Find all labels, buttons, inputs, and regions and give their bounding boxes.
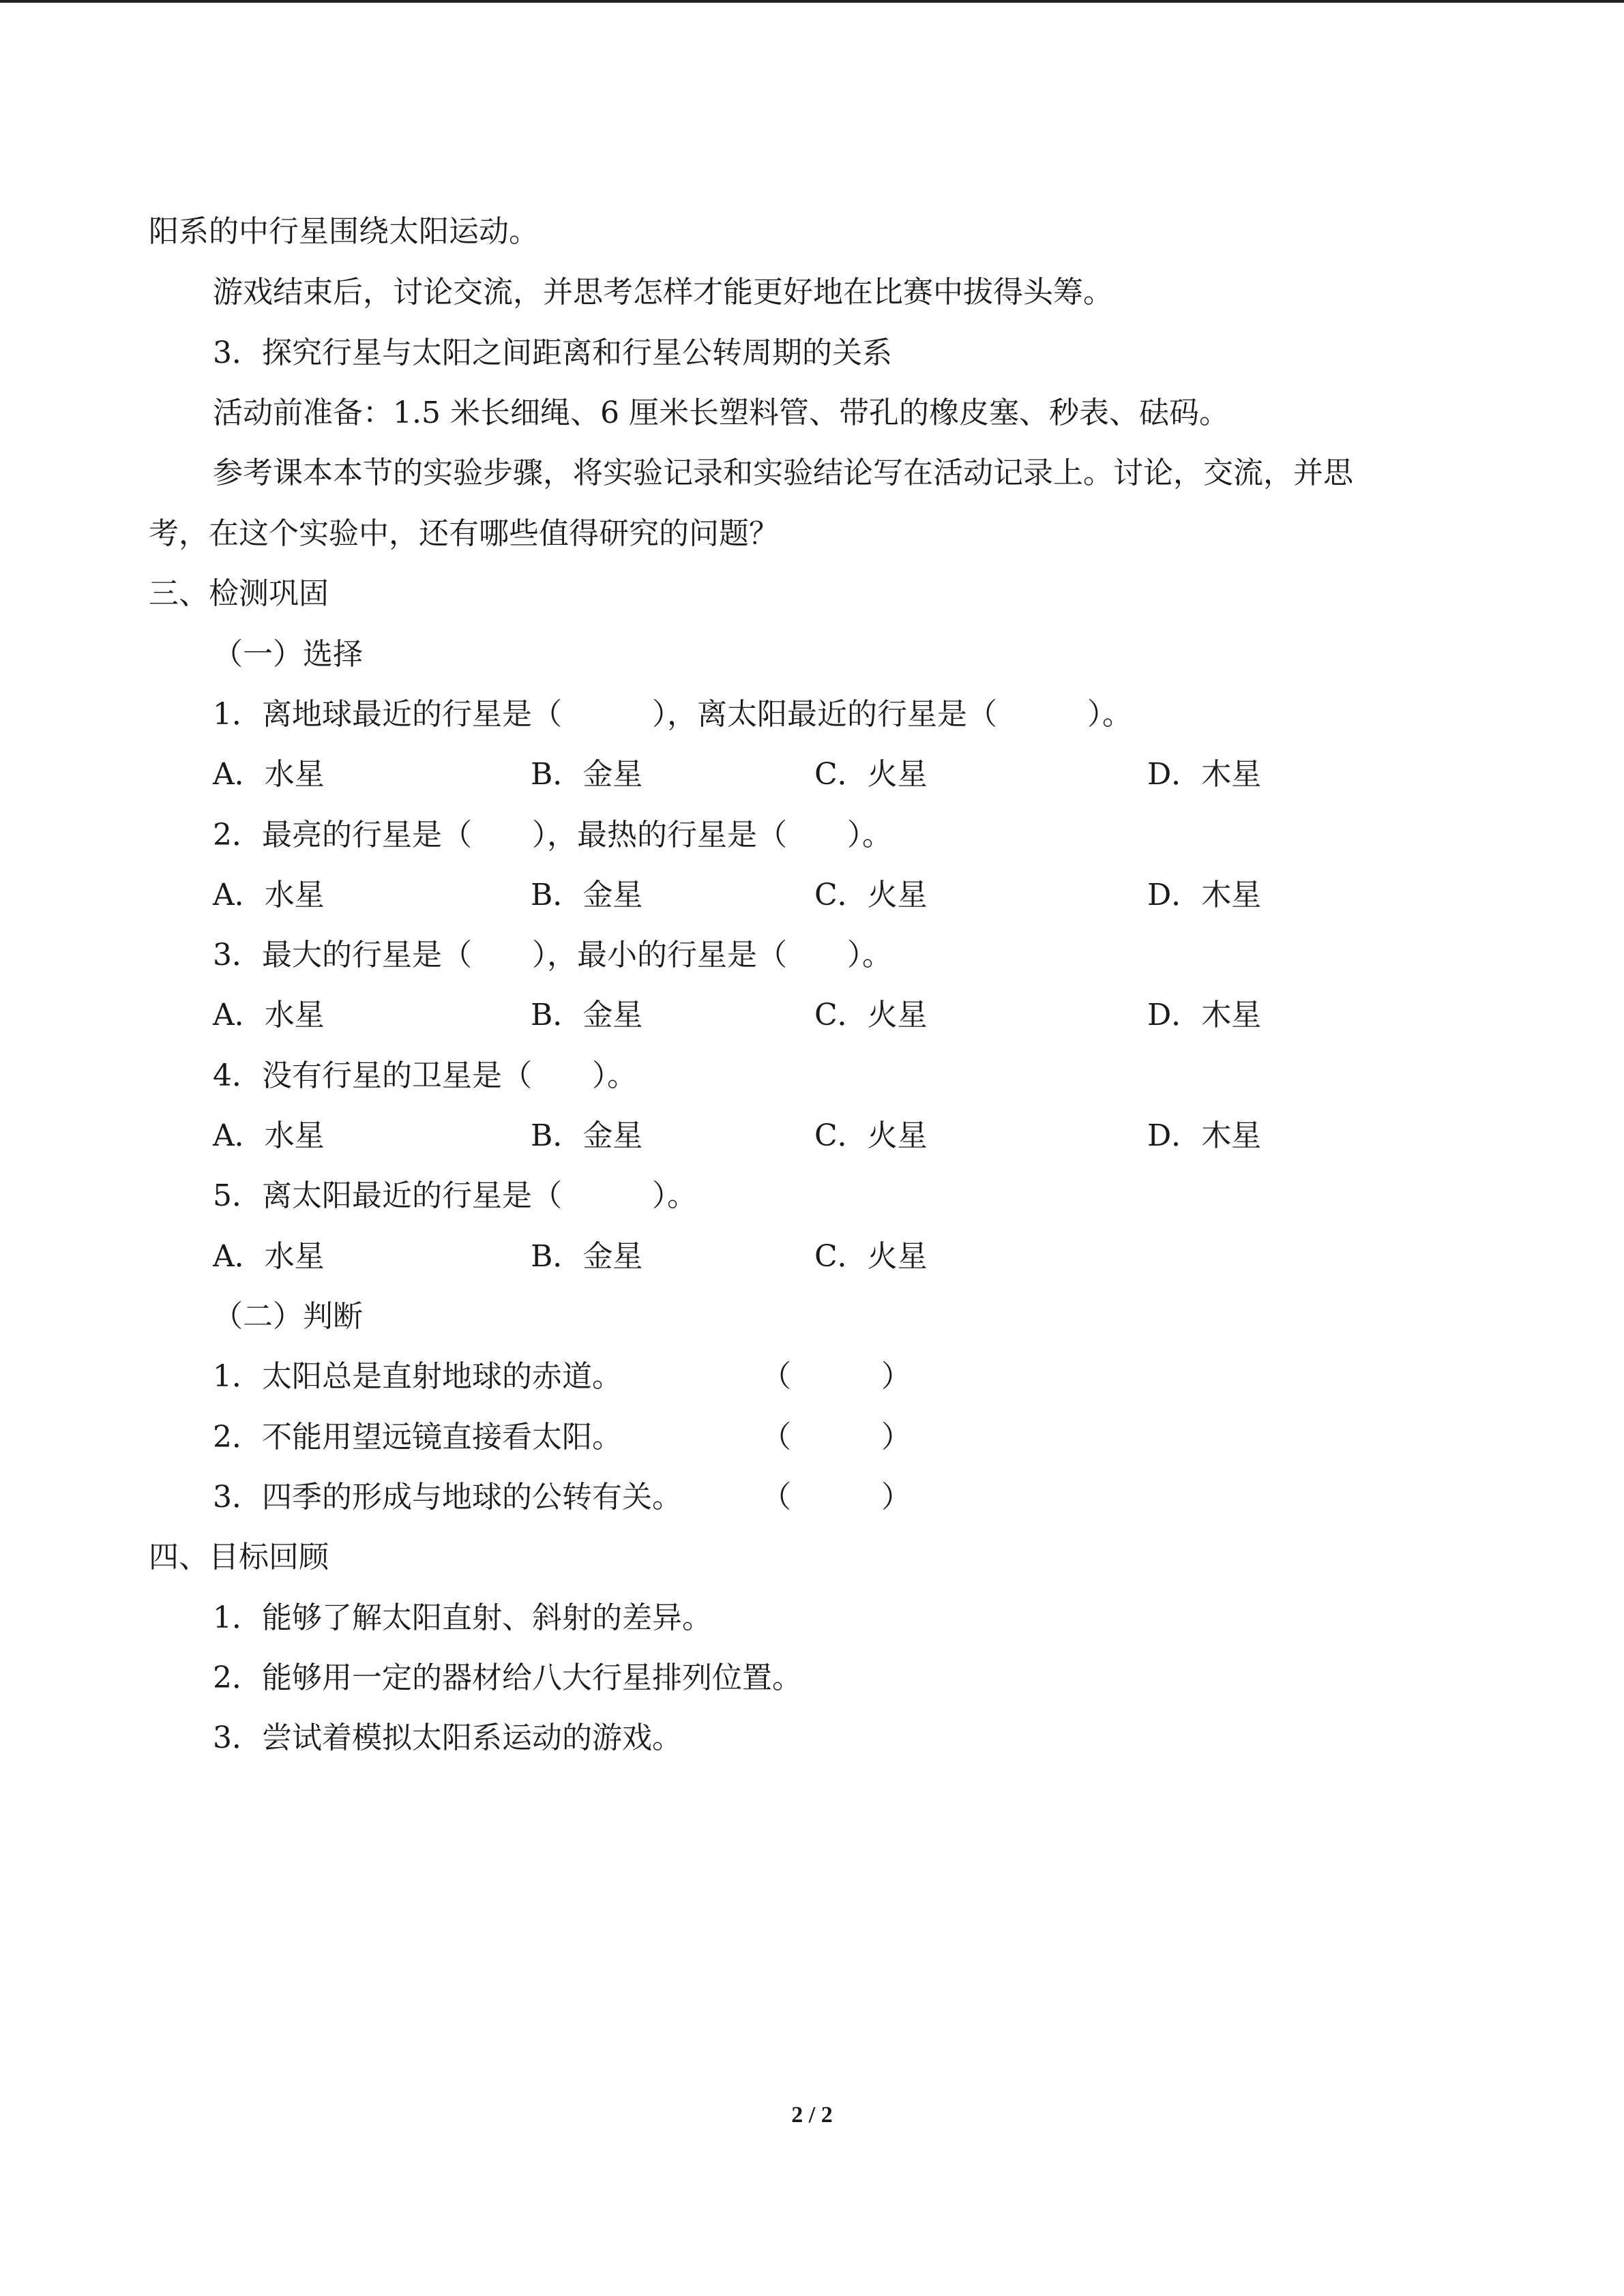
intro-line-5: 参考课本本节的实验步骤，将实验记录和实验结论写在活动记录上。讨论，交流，并思 — [213, 456, 1353, 490]
q2-option-b: B．金星 — [531, 878, 643, 912]
q3-option-b: B．金星 — [531, 998, 643, 1032]
q4-option-a: A．水星 — [213, 1118, 325, 1153]
goal-item-1: 1．能够了解太阳直射、斜射的差异。 — [213, 1600, 712, 1635]
intro-line-4: 活动前准备：1.5 米长细绳、6 厘米长塑料管、带孔的橡皮塞、秒表、砝码。 — [213, 396, 1229, 430]
q2-option-c: C．火星 — [814, 878, 928, 912]
intro-line-1: 阳系的中行星围绕太阳运动。 — [149, 214, 539, 249]
q4-option-d: D．木星 — [1147, 1118, 1262, 1153]
page-number: 2 / 2 — [791, 2102, 833, 2128]
q3-option-c: C．火星 — [814, 998, 928, 1032]
q1-option-b: B．金星 — [531, 757, 643, 792]
q2-option-d: D．木星 — [1147, 878, 1262, 912]
question-5: 5．离太阳最近的行星是（ ）。 — [213, 1178, 697, 1213]
q1-option-c: C．火星 — [814, 757, 928, 792]
q5-option-a: A．水星 — [213, 1239, 325, 1274]
judgement-3-answer-blank: （ ） — [761, 1480, 911, 1515]
q1-option-d: D．木星 — [1147, 757, 1262, 792]
question-1: 1．离地球最近的行星是（ ），离太阳最近的行星是（ ）。 — [213, 697, 1132, 732]
judgement-2: 2．不能用望远镜直接看太阳。 — [213, 1420, 622, 1455]
q5-option-c: C．火星 — [814, 1239, 928, 1274]
q1-option-a: A．水星 — [213, 757, 325, 792]
judgement-1: 1．太阳总是直射地球的赤道。 — [213, 1359, 622, 1394]
top-border — [0, 0, 1624, 3]
judgement-2-answer-blank: （ ） — [761, 1420, 911, 1455]
q4-option-b: B．金星 — [531, 1118, 643, 1153]
question-2: 2．最亮的行星是（ ），最热的行星是（ ）。 — [213, 818, 892, 852]
goal-item-2: 2．能够用一定的器材给八大行星排列位置。 — [213, 1660, 802, 1695]
q3-option-a: A．水星 — [213, 998, 325, 1032]
goal-item-3: 3．尝试着模拟太阳系运动的游戏。 — [213, 1720, 682, 1755]
question-3: 3．最大的行星是（ ），最小的行星是（ ）。 — [213, 938, 892, 972]
question-4: 4．没有行星的卫星是（ ）。 — [213, 1058, 637, 1093]
judgement-3: 3．四季的形成与地球的公转有关。 — [213, 1480, 682, 1515]
intro-line-3: 3．探究行星与太阳之间距离和行星公转周期的关系 — [213, 336, 892, 370]
q2-option-a: A．水星 — [213, 878, 325, 912]
section-3-heading: 三、检测巩固 — [149, 576, 329, 611]
intro-line-2: 游戏结束后，讨论交流，并思考怎样才能更好地在比赛中拔得头筹。 — [213, 275, 1113, 310]
q3-option-d: D．木星 — [1147, 998, 1262, 1032]
q4-option-c: C．火星 — [814, 1118, 928, 1153]
section-4-heading: 四、目标回顾 — [149, 1540, 329, 1575]
intro-line-6: 考，在这个实验中，还有哪些值得研究的问题？ — [149, 516, 779, 551]
q5-option-b: B．金星 — [531, 1239, 643, 1274]
choice-heading: （一）选择 — [213, 637, 363, 672]
judgement-1-answer-blank: （ ） — [761, 1359, 911, 1394]
judge-heading: （二）判断 — [213, 1299, 363, 1334]
